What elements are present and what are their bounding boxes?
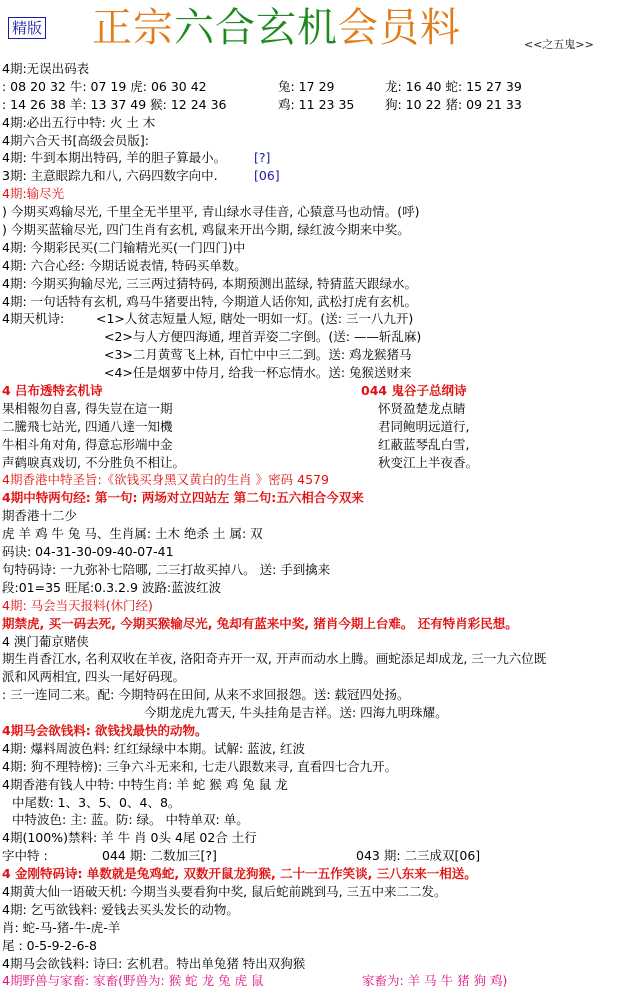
line-text: 怀贤盈楚龙点睛 xyxy=(378,400,466,416)
line-26 xyxy=(0,507,621,525)
title-part-3: 玄机 xyxy=(256,5,338,51)
line-11 xyxy=(0,239,621,257)
line-33 xyxy=(0,633,621,651)
line-37 xyxy=(0,704,621,722)
line-link[interactable]: [?] xyxy=(254,150,271,166)
line-17 xyxy=(0,346,621,364)
line-43 xyxy=(0,811,621,829)
line-text: 今期龙虎九霄天, 牛头挂角是吉祥。送: 四海九明珠耀。 xyxy=(144,705,448,721)
line-05 xyxy=(0,132,621,150)
line-45 xyxy=(0,847,621,865)
line-text: 句特码诗: 一九弥补七陪哪, 二三打故买掉八。 送: 手到擒来 xyxy=(2,561,331,577)
line-23 xyxy=(0,454,621,472)
line-text: 4期六合天书[高级会员版]: xyxy=(2,132,149,148)
line-35 xyxy=(0,668,621,686)
line-03 xyxy=(0,96,621,114)
line-30 xyxy=(0,579,621,597)
line-text: 4期马会欲钱料: 诗曰: 玄机君。特出单兔猪 特出双狗猴 xyxy=(2,955,306,971)
line-13 xyxy=(0,275,621,293)
line-text: 4期: 乞丐欲钱料: 爱钱去买头发长的动物。 xyxy=(2,901,239,917)
line-10 xyxy=(0,221,621,239)
line-text: 4期:必出五行中特: 火 土 木 xyxy=(2,114,156,130)
line-08 xyxy=(0,185,621,203)
line-text: 虎 羊 鸡 牛 兔 马、生肖属: 土木 绝杀 土 属: 双 xyxy=(2,526,263,542)
title-part-1: 正宗 xyxy=(92,5,174,51)
line-text: : 08 20 32 牛: 07 19 虎: 06 30 42 xyxy=(2,78,207,94)
line-44 xyxy=(0,829,621,847)
line-text: 果相報勿自喜, 得失豈在這一期 xyxy=(2,400,173,416)
line-text: 声鹤唳真戏切, 不分胜负不相让。 xyxy=(2,454,185,470)
line-text: 肖: 蛇-马-猪-牛-虎-羊 xyxy=(2,919,121,935)
line-34 xyxy=(0,650,621,668)
line-49 xyxy=(0,919,621,937)
line-09 xyxy=(0,203,621,221)
highlight-text: 家畜为: 羊 马 牛 猪 狗 鸡) xyxy=(362,973,508,989)
line-text: 派和风两相宜, 四头一尾好码现。 xyxy=(2,669,185,685)
line-text: 4期天机诗: xyxy=(2,311,65,327)
section-heading: 4期香港中特圣旨:《欲钱买身黑又黄白的生肖 》密码 4579 xyxy=(2,472,329,488)
line-12 xyxy=(0,257,621,275)
line-31 xyxy=(0,597,621,615)
line-text: 4期: 牛到本期出特码, 羊的胆子算最小。 xyxy=(2,150,227,166)
line-01 xyxy=(0,60,621,78)
line-text: 4期(100%)禁料: 羊 牛 肖 0头 4尾 02合 土行 xyxy=(2,830,257,846)
line-text: 狗: 10 22 猪: 09 21 33 xyxy=(385,96,522,112)
line-text: 期生肖香江水, 名利双收在羊夜, 洛阳奇卉开一双, 开声而动水上腾。画蛇添足却成龙, 三一九六位既 xyxy=(2,651,547,667)
line-14 xyxy=(0,293,621,311)
section-heading: 4期马会欲钱料: 欲钱找最快的动物。 xyxy=(2,722,208,738)
line-42 xyxy=(0,794,621,812)
line-46 xyxy=(0,865,621,883)
line-text: 4期: 今期彩民买(二门输精光买(一门四门)中 xyxy=(2,239,246,255)
line-text: 3期: 主意眼踪九和八, 六码四数字向中. xyxy=(2,168,218,184)
line-text: 4期黄大仙一语破天机: 今期当头要看狗中奖, 鼠后蛇前跳到马, 三五中来二二发。 xyxy=(2,883,447,899)
line-48 xyxy=(0,901,621,919)
line-40 xyxy=(0,758,621,776)
section-heading: 4期: 马会当天报料(休门经) xyxy=(2,597,153,613)
line-text: 字中特 : xyxy=(2,848,48,864)
line-text: 044 期: 二数加三[?] xyxy=(102,848,217,864)
line-text: 段:01=35 旺尾:0.3.2.9 波路:蓝波红波 xyxy=(2,579,222,595)
line-text: 期香港十二少 xyxy=(2,508,78,524)
line-21 xyxy=(0,418,621,436)
line-text: 中尾数: 1、3、5、0、4、8。 xyxy=(12,794,181,810)
line-18 xyxy=(0,364,621,382)
line-20 xyxy=(0,400,621,418)
line-text: 牛相斗角对角, 得意忘形端中金 xyxy=(2,436,173,452)
highlight-text: 4期野兽与家畜: 家畜(野兽为: 猴 蛇 龙 兔 虎 鼠 xyxy=(2,973,264,989)
line-text: 秋变江上半夜香。 xyxy=(378,454,479,470)
line-text: : 三一连同二来。配: 今期特码在田间, 从来不求回报怨。送: 载冠四处扬。 xyxy=(2,687,410,703)
line-32 xyxy=(0,615,621,633)
highlight-text: 期禁虎, 买一码去死, 今期买猴输尽光, 兔却有蓝来中奖, 猪肖今期上台难。 还有特肖彩民想。 xyxy=(2,615,518,631)
line-text: : 14 26 38 羊: 13 37 49 猴: 12 24 36 xyxy=(2,96,227,112)
line-41 xyxy=(0,776,621,794)
line-22 xyxy=(0,436,621,454)
line-text: ) 今期买蓝输尽光, 四门生肖有玄机, 鸡鼠来开出今期, 绿红波今期来中奖。 xyxy=(2,222,410,238)
line-text: 红蔽蓝琴乱白雪, xyxy=(378,436,470,452)
line-text: 君同鲍明远道行, xyxy=(378,418,470,434)
line-04 xyxy=(0,114,621,132)
line-text: ) 今期买鸡输尽光, 千里全无半里平, 青山绿水寻佳音, 心猿意马也动情。(呼) xyxy=(2,204,420,220)
line-text: 4期: 爆料周波色料: 红红绿绿中本期。试解: 蓝波, 红波 xyxy=(2,740,305,756)
line-50 xyxy=(0,937,621,955)
line-text: 4期: 一句话特有玄机, 鸡马牛猪要出特, 今期道人话你知, 武松打虎有玄机。 xyxy=(2,293,417,309)
line-text: 4期香港有钱人中特: 中特生肖: 羊 蛇 猴 鸡 兔 鼠 龙 xyxy=(2,776,288,792)
article-body xyxy=(0,60,621,990)
line-36 xyxy=(0,686,621,704)
line-39 xyxy=(0,740,621,758)
line-47 xyxy=(0,883,621,901)
line-text: 兔: 17 29 xyxy=(278,78,335,94)
section-heading: 4期中特两句经: 第一句: 两场对立四站左 第二句:五六相合今双来 xyxy=(2,490,364,506)
line-51 xyxy=(0,955,621,973)
line-24 xyxy=(0,471,621,489)
page-header xyxy=(0,0,621,58)
line-52 xyxy=(0,972,621,990)
section-heading: 044 鬼谷子总纲诗 xyxy=(361,383,467,399)
line-text: <4>任是烟萝中侍月, 给我一杯忘情水。送: 兔猴送财来 xyxy=(104,365,412,381)
line-02 xyxy=(0,78,621,96)
line-text: 4期: 狗不理特榜): 三争六斗无来和, 七走八跟数来寻, 直看四七合九开。 xyxy=(2,758,398,774)
line-16 xyxy=(0,328,621,346)
author-signature: <<之五鬼>> xyxy=(524,38,594,51)
line-text: 二騰飛七站光, 四通八達一知機 xyxy=(2,418,173,434)
jingban-badge: 精版 xyxy=(8,17,46,39)
page-title xyxy=(92,4,461,52)
line-text: 4期: 今期买狗输尽光, 三三两过猜特码, 本期预测出蓝绿, 特猜蓝天跟绿水。 xyxy=(2,275,417,291)
line-28 xyxy=(0,543,621,561)
section-heading: 4期:输尽光 xyxy=(2,186,65,202)
line-text: <2>与人方便四海通, 埋首弄姿二字倒。(送: ——斩乱麻) xyxy=(104,329,422,345)
line-text: 码诀: 04-31-30-09-40-07-41 xyxy=(2,544,174,560)
line-38 xyxy=(0,722,621,740)
line-text: 龙: 16 40 蛇: 15 27 39 xyxy=(385,78,522,94)
line-text: 鸡: 11 23 35 xyxy=(278,96,355,112)
line-text: 043 期: 二三成双[06] xyxy=(356,848,481,864)
line-text: 4 澳门葡京赌侠 xyxy=(2,633,89,649)
line-text: 尾 : 0-5-9-2-6-8 xyxy=(2,937,97,953)
line-07 xyxy=(0,167,621,185)
line-text: <1>人贫志短量人短, 瞎处一明如一灯。(送: 三一八九开) xyxy=(96,311,414,327)
line-15 xyxy=(0,310,621,328)
highlight-text: 4 金刚特码诗: 单数就是兔鸡蛇, 双数开鼠龙狗猴, 二十一五作笑谈, 三八东来一相送。 xyxy=(2,866,477,882)
line-06 xyxy=(0,149,621,167)
line-25 xyxy=(0,489,621,507)
line-text: 4期:无误出码表 xyxy=(2,61,90,76)
line-19 xyxy=(0,382,621,400)
title-part-2: 六合 xyxy=(174,5,256,51)
line-27 xyxy=(0,525,621,543)
section-heading: 4 吕布透特玄机诗 xyxy=(2,383,103,399)
line-29 xyxy=(0,561,621,579)
title-part-4: 会员料 xyxy=(338,5,461,51)
line-text: <3>二月黄莺飞上林, 百忙中中三二到。送: 鸡龙猴猪马 xyxy=(104,347,412,363)
line-text: 中特波色: 主: 蓝。防: 绿。 中特单双: 单。 xyxy=(12,812,249,828)
line-link[interactable]: [06] xyxy=(254,168,280,184)
line-text: 4期: 六合心经: 今期话说表情, 特码买单数。 xyxy=(2,257,247,273)
